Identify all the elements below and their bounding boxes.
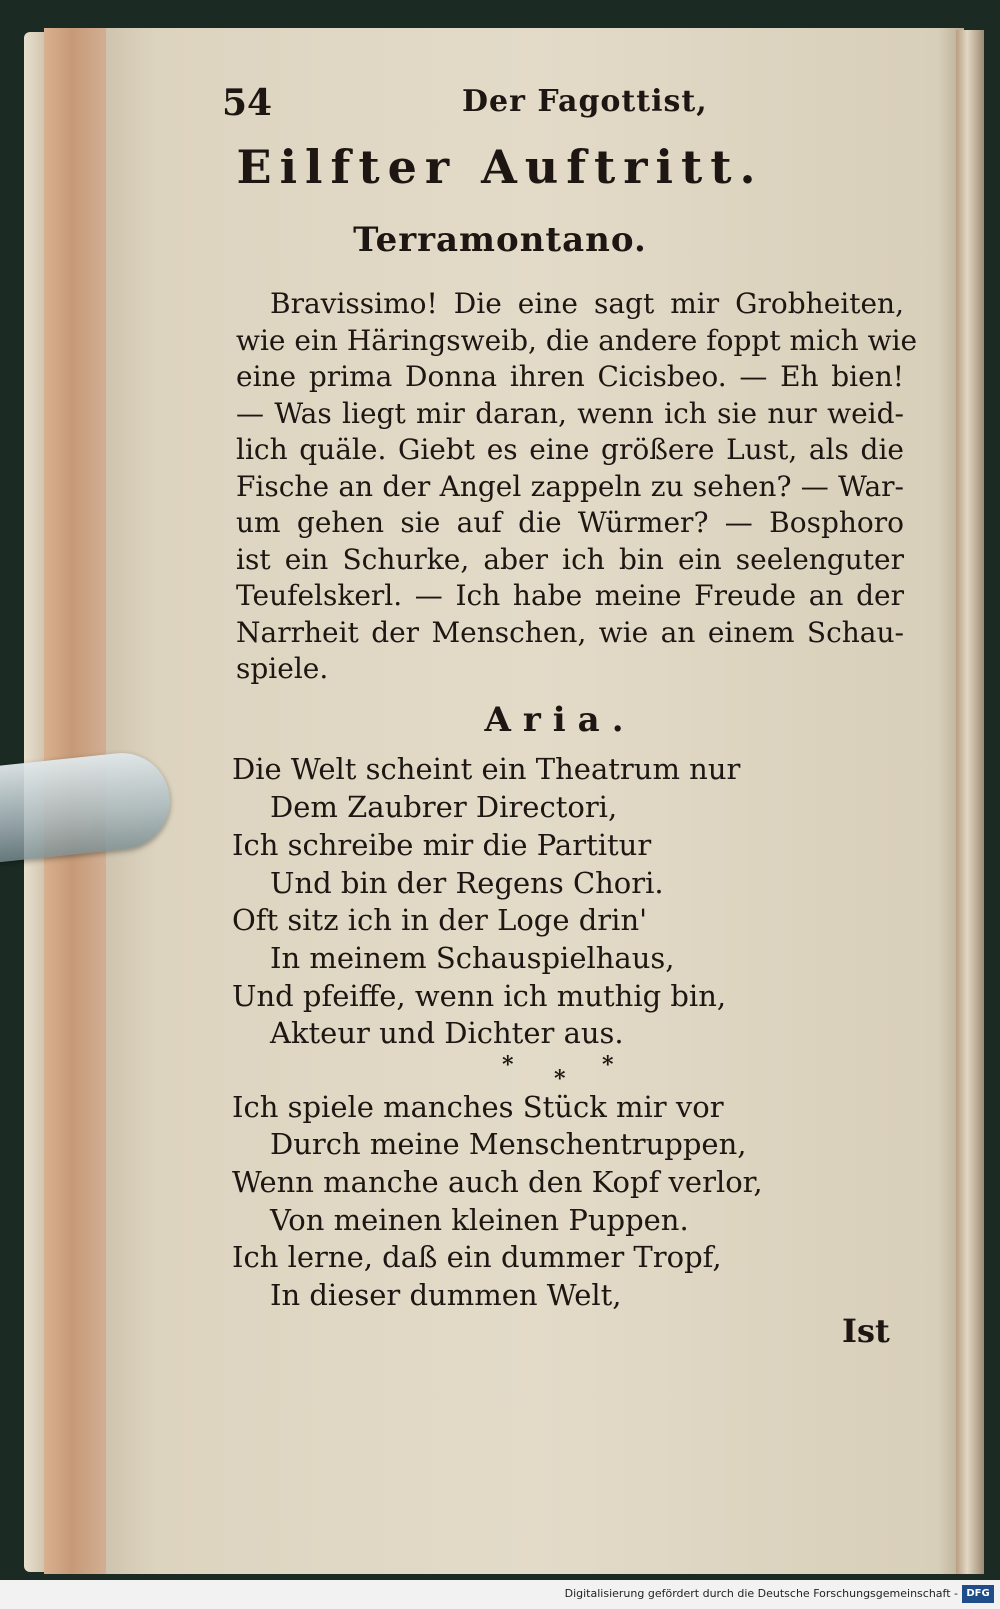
page-edge-right — [956, 30, 984, 1574]
verse-line: Ich lerne, daß ein dummer Tropf, — [232, 1240, 722, 1274]
prose-line: Fische an der Angel zappeln zu sehen? — War- — [236, 469, 904, 503]
verse-line: In dieser dummen Welt, — [270, 1278, 622, 1312]
prose-line: wie ein Häringsweib, die andere foppt mich wie — [236, 323, 918, 357]
catchword: Ist — [842, 1312, 890, 1350]
verse-line: Durch meine Menschentruppen, — [270, 1127, 747, 1161]
prose-line: lich quäle. Giebt es eine größere Lust, als die — [236, 433, 904, 466]
verse-line: Und bin der Regens Chori. — [270, 866, 664, 900]
verse-line: Die Welt scheint ein Theatrum nur — [232, 752, 741, 786]
dfg-logo: DFG — [962, 1585, 994, 1603]
footer-bar — [0, 1580, 1000, 1609]
funding-credit: Digitalisierung gefördert durch die Deutsche Forschungsgemeinschaft - — [564, 1587, 958, 1600]
prose-line: Narrheit der Menschen, wie an einem Schau- — [236, 615, 904, 649]
asterisk: * — [502, 1052, 514, 1078]
prose-line: Teufelskerl. — Ich habe meine Freude an der — [236, 579, 904, 612]
prose-line: Bravissimo! Die eine sagt mir Grobheiten, — [270, 287, 904, 320]
verse-line: Ich spiele manches Stück mir vor — [232, 1090, 724, 1124]
verse-line: Akteur und Dichter aus. — [270, 1016, 624, 1050]
asterisk: * — [602, 1052, 614, 1078]
asterisk: * — [554, 1066, 566, 1092]
prose-line: eine prima Donna ihren Cicisbeo. — Eh bien! — [236, 360, 904, 393]
prose-line: spiele. — [236, 652, 329, 685]
prose-paragraph — [236, 286, 918, 688]
prose-line: — Was liegt mir daran, wenn ich sie nur weid- — [236, 396, 904, 430]
verse-line: Wenn manche auch den Kopf verlor, — [232, 1165, 763, 1199]
verse-line: In meinem Schauspielhaus, — [270, 941, 675, 975]
verse-line: Dem Zaubrer Directori, — [270, 790, 618, 824]
character-name: Terramontano. — [353, 220, 647, 260]
aria-title: Aria. — [484, 700, 636, 740]
verse-line: Ich schreibe mir die Partitur — [232, 828, 652, 862]
running-title: Der Fagottist, — [462, 84, 708, 119]
scene-title: Eilfter Auftritt. — [236, 140, 764, 194]
page-number: 54 — [222, 82, 273, 124]
verse-line: Oft sitz ich in der Loge drin' — [232, 903, 648, 937]
prose-line: ist ein Schurke, aber ich bin ein seelenguter — [236, 542, 904, 576]
verse-line: Und pfeiffe, wenn ich muthig bin, — [232, 979, 727, 1013]
prose-line: um gehen sie auf die Würmer? — Bosphoro — [236, 506, 904, 539]
verse-line: Von meinen kleinen Puppen. — [270, 1203, 689, 1237]
stanza-divider — [502, 1052, 622, 1092]
